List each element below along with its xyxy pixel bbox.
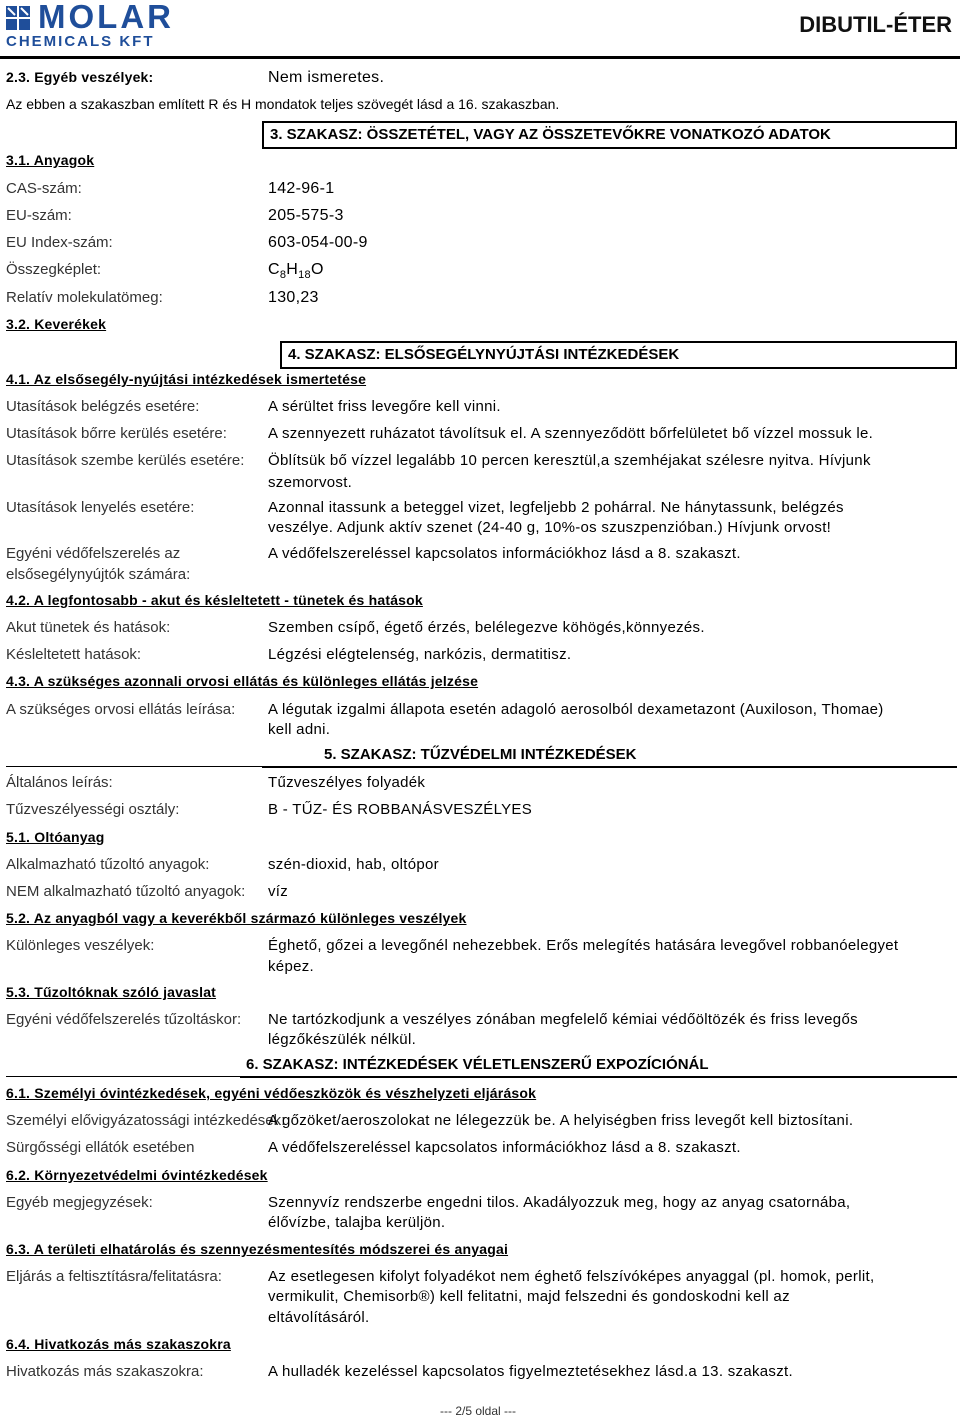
subsection-6-2: 6.2. Környezetvédelmi óvintézkedések bbox=[6, 1167, 268, 1183]
molecular-weight-value: 130,23 bbox=[268, 289, 319, 306]
first-aider-ppe-value: A védőfelszereléssel kapcsolatos információkhoz lásd a 8. szakaszt. bbox=[268, 545, 741, 562]
formula-c-count: 8 bbox=[279, 269, 287, 282]
subsection-4-3: 4.3. A szükséges azonnali orvosi ellátás és különleges ellátás jelzése bbox=[6, 673, 479, 689]
suitable-media-value: szén-dioxid, hab, oltópor bbox=[268, 856, 439, 873]
subsection-4-1: 4.1. Az elsősegély-nyújtási intézkedések ismertetése bbox=[6, 371, 367, 387]
formula-c: C bbox=[268, 261, 280, 278]
special-hazards-value-line-2: képez. bbox=[268, 958, 314, 975]
section-6-title: 6. SZAKASZ: INTÉZKEDÉSEK VÉLETLENSZERŰ EXPOZÍCIÓNÁL bbox=[246, 1056, 709, 1073]
cas-label: CAS-szám: bbox=[6, 180, 82, 197]
section-6-left-rule bbox=[6, 1076, 242, 1077]
general-description-value: Tűzveszélyes folyadék bbox=[268, 774, 426, 791]
ingestion-value-line-2: veszélye. Adjunk aktív szenet (24-40 g, 10%-os szuszpenzióban.) Hívjunk orvost! bbox=[268, 519, 832, 536]
fire-class-label: Tűzveszélyességi osztály: bbox=[6, 801, 180, 818]
molecular-formula bbox=[268, 261, 324, 281]
company-logo bbox=[4, 0, 226, 52]
ingestion-value-line-1: Azonnal itassunk a beteggel vizet, legfeljebb 2 pohárral. Ne hánytassunk, belégzés bbox=[268, 499, 844, 516]
environmental-notes-value-line-1: Szennyvíz rendszerbe engedni tilos. Akadályozzuk meg, hogy az anyag csatornába, bbox=[268, 1194, 851, 1211]
delayed-effects-value: Légzési elégtelenség, narkózis, dermatitisz. bbox=[268, 646, 572, 663]
cleanup-method-value-line-1: Az esetlegesen kifolyt folyadékot nem éghető felszívóképes anyaggal (pl. homok, perlit, bbox=[268, 1268, 875, 1285]
eye-contact-value-line-1: Öblítsük bő vízzel legalább 10 percen keresztül,a szemhéjakat szélesre nyitva. Hívjunk bbox=[268, 452, 871, 469]
page-number: --- 2/5 oldal --- bbox=[440, 1404, 517, 1418]
other-hazards-value: Nem ismeretes. bbox=[268, 69, 385, 86]
section-4-title: 4. SZAKASZ: ELSŐSEGÉLYNYÚJTÁSI INTÉZKEDÉSEK bbox=[288, 346, 680, 363]
logo-word-bottom: CHEMICALS KFT bbox=[6, 33, 155, 50]
unsuitable-media-label: NEM alkalmazható tűzoltó anyagok: bbox=[6, 883, 246, 900]
section-4-header bbox=[280, 341, 957, 369]
ingestion-label: Utasítások lenyelés esetére: bbox=[6, 499, 195, 516]
formula-o: O bbox=[310, 261, 324, 278]
cleanup-method-label: Eljárás a feltisztításra/felitatásra: bbox=[6, 1268, 222, 1285]
special-hazards-value-line-1: Éghető, gőzei a levegőnél nehezebbek. Erős melegítés hatására levegővel robbanóelegyet bbox=[268, 937, 899, 954]
logo-word-top: MOLAR bbox=[38, 0, 174, 35]
eu-index-value: 603-054-00-9 bbox=[268, 234, 368, 251]
formula-label: Összegképlet: bbox=[6, 261, 102, 278]
acute-symptoms-value: Szemben csípő, égető érzés, belélegezve köhögés,könnyezés. bbox=[268, 619, 705, 636]
section-5-left-rule bbox=[6, 766, 264, 767]
formula-h-count: 18 bbox=[298, 269, 311, 282]
subsection-6-4: 6.4. Hivatkozás más szakaszokra bbox=[6, 1336, 231, 1352]
reference-label: Hivatkozás más szakaszokra: bbox=[6, 1363, 204, 1380]
firefighter-ppe-value-line-1: Ne tartózkodjunk a veszélyes zónában megfelelő kémiai védőöltözék és friss levegős bbox=[268, 1011, 858, 1028]
subsection-6-3: 6.3. A területi elhatárolás és szennyezésmentesítés módszerei és anyagai bbox=[6, 1241, 509, 1257]
subsection-3-1: 3.1. Anyagok bbox=[6, 152, 95, 168]
inhalation-value: A sérültet friss levegőre kell vinni. bbox=[268, 398, 501, 415]
suitable-media-label: Alkalmazható tűzoltó anyagok: bbox=[6, 856, 210, 873]
header-divider bbox=[0, 56, 960, 59]
skin-contact-value: A szennyezett ruházatot távolítsuk el. A szennyeződött bőrfelületet bő vízzel mossuk le. bbox=[268, 425, 874, 442]
cas-value: 142-96-1 bbox=[268, 180, 335, 197]
eye-contact-value-line-2: szemorvost. bbox=[268, 474, 353, 491]
subsection-6-1: 6.1. Személyi óvintézkedések, egyéni védőeszközök és vészhelyzeti eljárások bbox=[6, 1085, 537, 1101]
cleanup-method-value-line-3: eltávolításáról. bbox=[268, 1309, 370, 1326]
subsection-5-1: 5.1. Oltóanyag bbox=[6, 829, 105, 845]
first-aider-ppe-label-line-2: elsősegélynyújtók számára: bbox=[6, 566, 191, 583]
firefighter-ppe-label: Egyéni védőfelszerelés tűzoltáskor: bbox=[6, 1011, 242, 1028]
section-3-title: 3. SZAKASZ: ÖSSZETÉTEL, VAGY AZ ÖSSZETEVŐKRE VONATKOZÓ ADATOK bbox=[270, 126, 831, 143]
personal-precautions-value: A gőzöket/aeroszolokat ne lélegezzük be. A helyiségben friss levegőt kell biztosítani. bbox=[268, 1112, 854, 1129]
medical-care-value-line-1: A légutak izgalmi állapota esetén adagoló aerosolból dexametazont (Auxiloson, Thomae) bbox=[268, 701, 884, 718]
subsection-2-3: 2.3. Egyéb veszélyek: bbox=[6, 69, 154, 85]
first-aider-ppe-label-line-1: Egyéni védőfelszerelés az bbox=[6, 545, 181, 562]
skin-contact-label: Utasítások bőrre kerülés esetére: bbox=[6, 425, 227, 442]
general-description-label: Általános leírás: bbox=[6, 774, 113, 791]
section-5-header bbox=[262, 744, 957, 768]
unsuitable-media-value: víz bbox=[268, 883, 289, 900]
reference-value: A hulladék kezeléssel kapcsolatos figyelmeztetésekhez lásd.a 13. szakaszt. bbox=[268, 1363, 793, 1380]
firefighter-ppe-value-line-2: légzőkészülék nélkül. bbox=[268, 1031, 417, 1048]
medical-care-label: A szükséges orvosi ellátás leírása: bbox=[6, 701, 236, 718]
eye-contact-label: Utasítások szembe kerülés esetére: bbox=[6, 452, 245, 469]
acute-symptoms-label: Akut tünetek és hatások: bbox=[6, 619, 171, 636]
molecular-weight-label: Relatív molekulatömeg: bbox=[6, 289, 163, 306]
section-5-title: 5. SZAKASZ: TŰZVÉDELMI INTÉZKEDÉSEK bbox=[324, 746, 637, 763]
eu-number-value: 205-575-3 bbox=[268, 207, 344, 224]
medical-care-value-line-2: kell adni. bbox=[268, 721, 331, 738]
fire-class-value: B - TŰZ- ÉS ROBBANÁSVESZÉLYES bbox=[268, 801, 533, 818]
emergency-responders-value: A védőfelszereléssel kapcsolatos információkhoz lásd a 8. szakaszt. bbox=[268, 1139, 741, 1156]
cleanup-method-value-line-2: vermikulit, Chemisorb®) kell felitatni, majd felszedni és gondoskodni kell az bbox=[268, 1288, 790, 1305]
document-title: DIBUTIL-ÉTER bbox=[799, 12, 952, 37]
inhalation-label: Utasítások belégzés esetére: bbox=[6, 398, 200, 415]
delayed-effects-label: Késleltetett hatások: bbox=[6, 646, 142, 663]
special-hazards-label: Különleges veszélyek: bbox=[6, 937, 155, 954]
eu-index-label: EU Index-szám: bbox=[6, 234, 113, 251]
subsection-5-2: 5.2. Az anyagból vagy a keverékből származó különleges veszélyek bbox=[6, 910, 467, 926]
eu-number-label: EU-szám: bbox=[6, 207, 72, 224]
section-6-header bbox=[240, 1054, 957, 1078]
r-h-phrases-note: Az ebben a szakaszban említett R és H mondatok teljes szövegét lásd a 16. szakaszban. bbox=[6, 96, 560, 112]
formula-h: H bbox=[286, 261, 299, 278]
personal-precautions-label: Személyi elővigyázatossági intézkedések: bbox=[6, 1112, 286, 1129]
subsection-3-2: 3.2. Keverékek bbox=[6, 316, 107, 332]
environmental-notes-value-line-2: élővízbe, talajba kerüljön. bbox=[268, 1214, 446, 1231]
section-3-header bbox=[262, 121, 957, 149]
subsection-5-3: 5.3. Tűzoltóknak szóló javaslat bbox=[6, 984, 217, 1000]
subsection-4-2: 4.2. A legfontosabb - akut és késleltetett - tünetek és hatások bbox=[6, 592, 423, 608]
emergency-responders-label: Sürgősségi ellátók esetében bbox=[6, 1139, 195, 1156]
environmental-notes-label: Egyéb megjegyzések: bbox=[6, 1194, 153, 1211]
